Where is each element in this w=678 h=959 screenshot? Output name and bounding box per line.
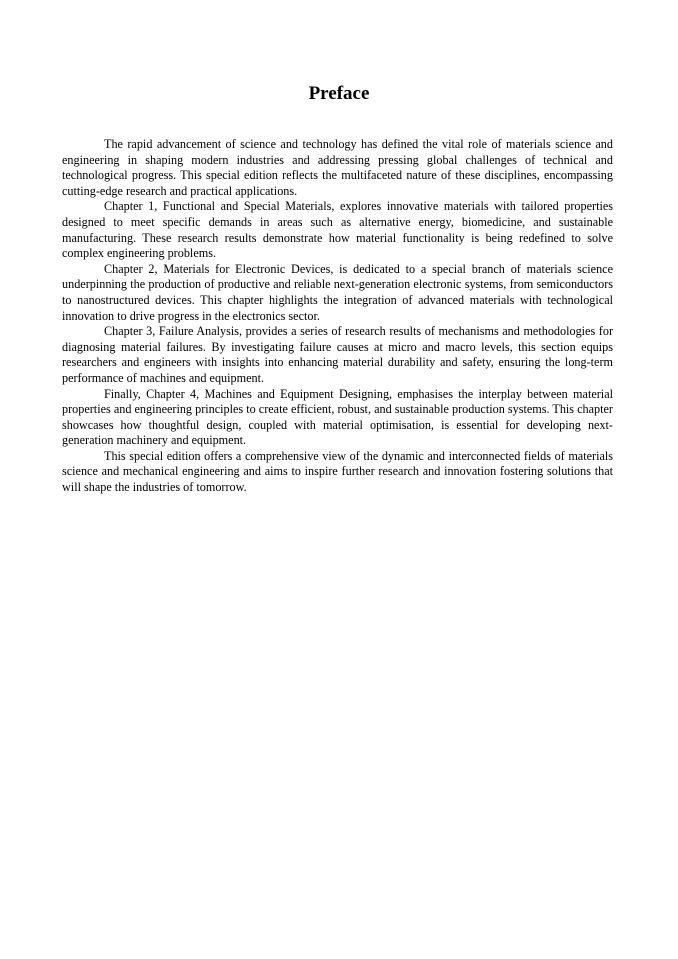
- paragraph-conclusion: This special edition offers a comprehensive view of the dynamic and interconnected fields of materials science and mechanical engineering and aims to inspire further research and innovation fostering solutions that will shape the industries of tomorrow.: [62, 448, 613, 495]
- paragraph-intro: The rapid advancement of science and technology has defined the vital role of materials science and engineering in shaping modern industries and addressing pressing global challenges of technical and technological progress. This special edition reflects the multifaceted nature of these disciplines, encompassing cutting-edge research and practical applications.: [62, 137, 613, 198]
- paragraph-chapter-1: Chapter 1, Functional and Special Materials, explores innovative materials with tailored properties designed to meet specific demands in areas such as alternative energy, biomedicine, and sustainable manufacturing. These research results demonstrate how material functionality is being redefined to solve complex engineering problems.: [62, 199, 613, 261]
- paragraph-chapter-3: Chapter 3, Failure Analysis, provides a series of research results of mechanisms and methodologies for diagnosing material failures. By investigating failure causes at micro and macro levels, this section equips researchers and engineers with insights into enhancing material durability and safety, ensuring the long-term performance of machines and equipment.: [62, 324, 613, 385]
- paragraph-chapter-2: Chapter 2, Materials for Electronic Devices, is dedicated to a special branch of materials science underpinning the production of productive and reliable next-generation electronic systems, from semiconductors to nanostructured devices. This chapter highlights the integration of advanced materials with technological innovation to drive progress in the electronics sector.: [62, 261, 613, 323]
- preface-body: [62, 137, 613, 496]
- page-title: Preface: [308, 83, 370, 104]
- paragraph-chapter-4: Finally, Chapter 4, Machines and Equipment Designing, emphasises the interplay between material properties and engineering principles to create efficient, robust, and sustainable production systems. This chapter showcases how thoughtful design, coupled with material optimisation, is essential for developing next-generation machinery and equipment.: [62, 386, 613, 448]
